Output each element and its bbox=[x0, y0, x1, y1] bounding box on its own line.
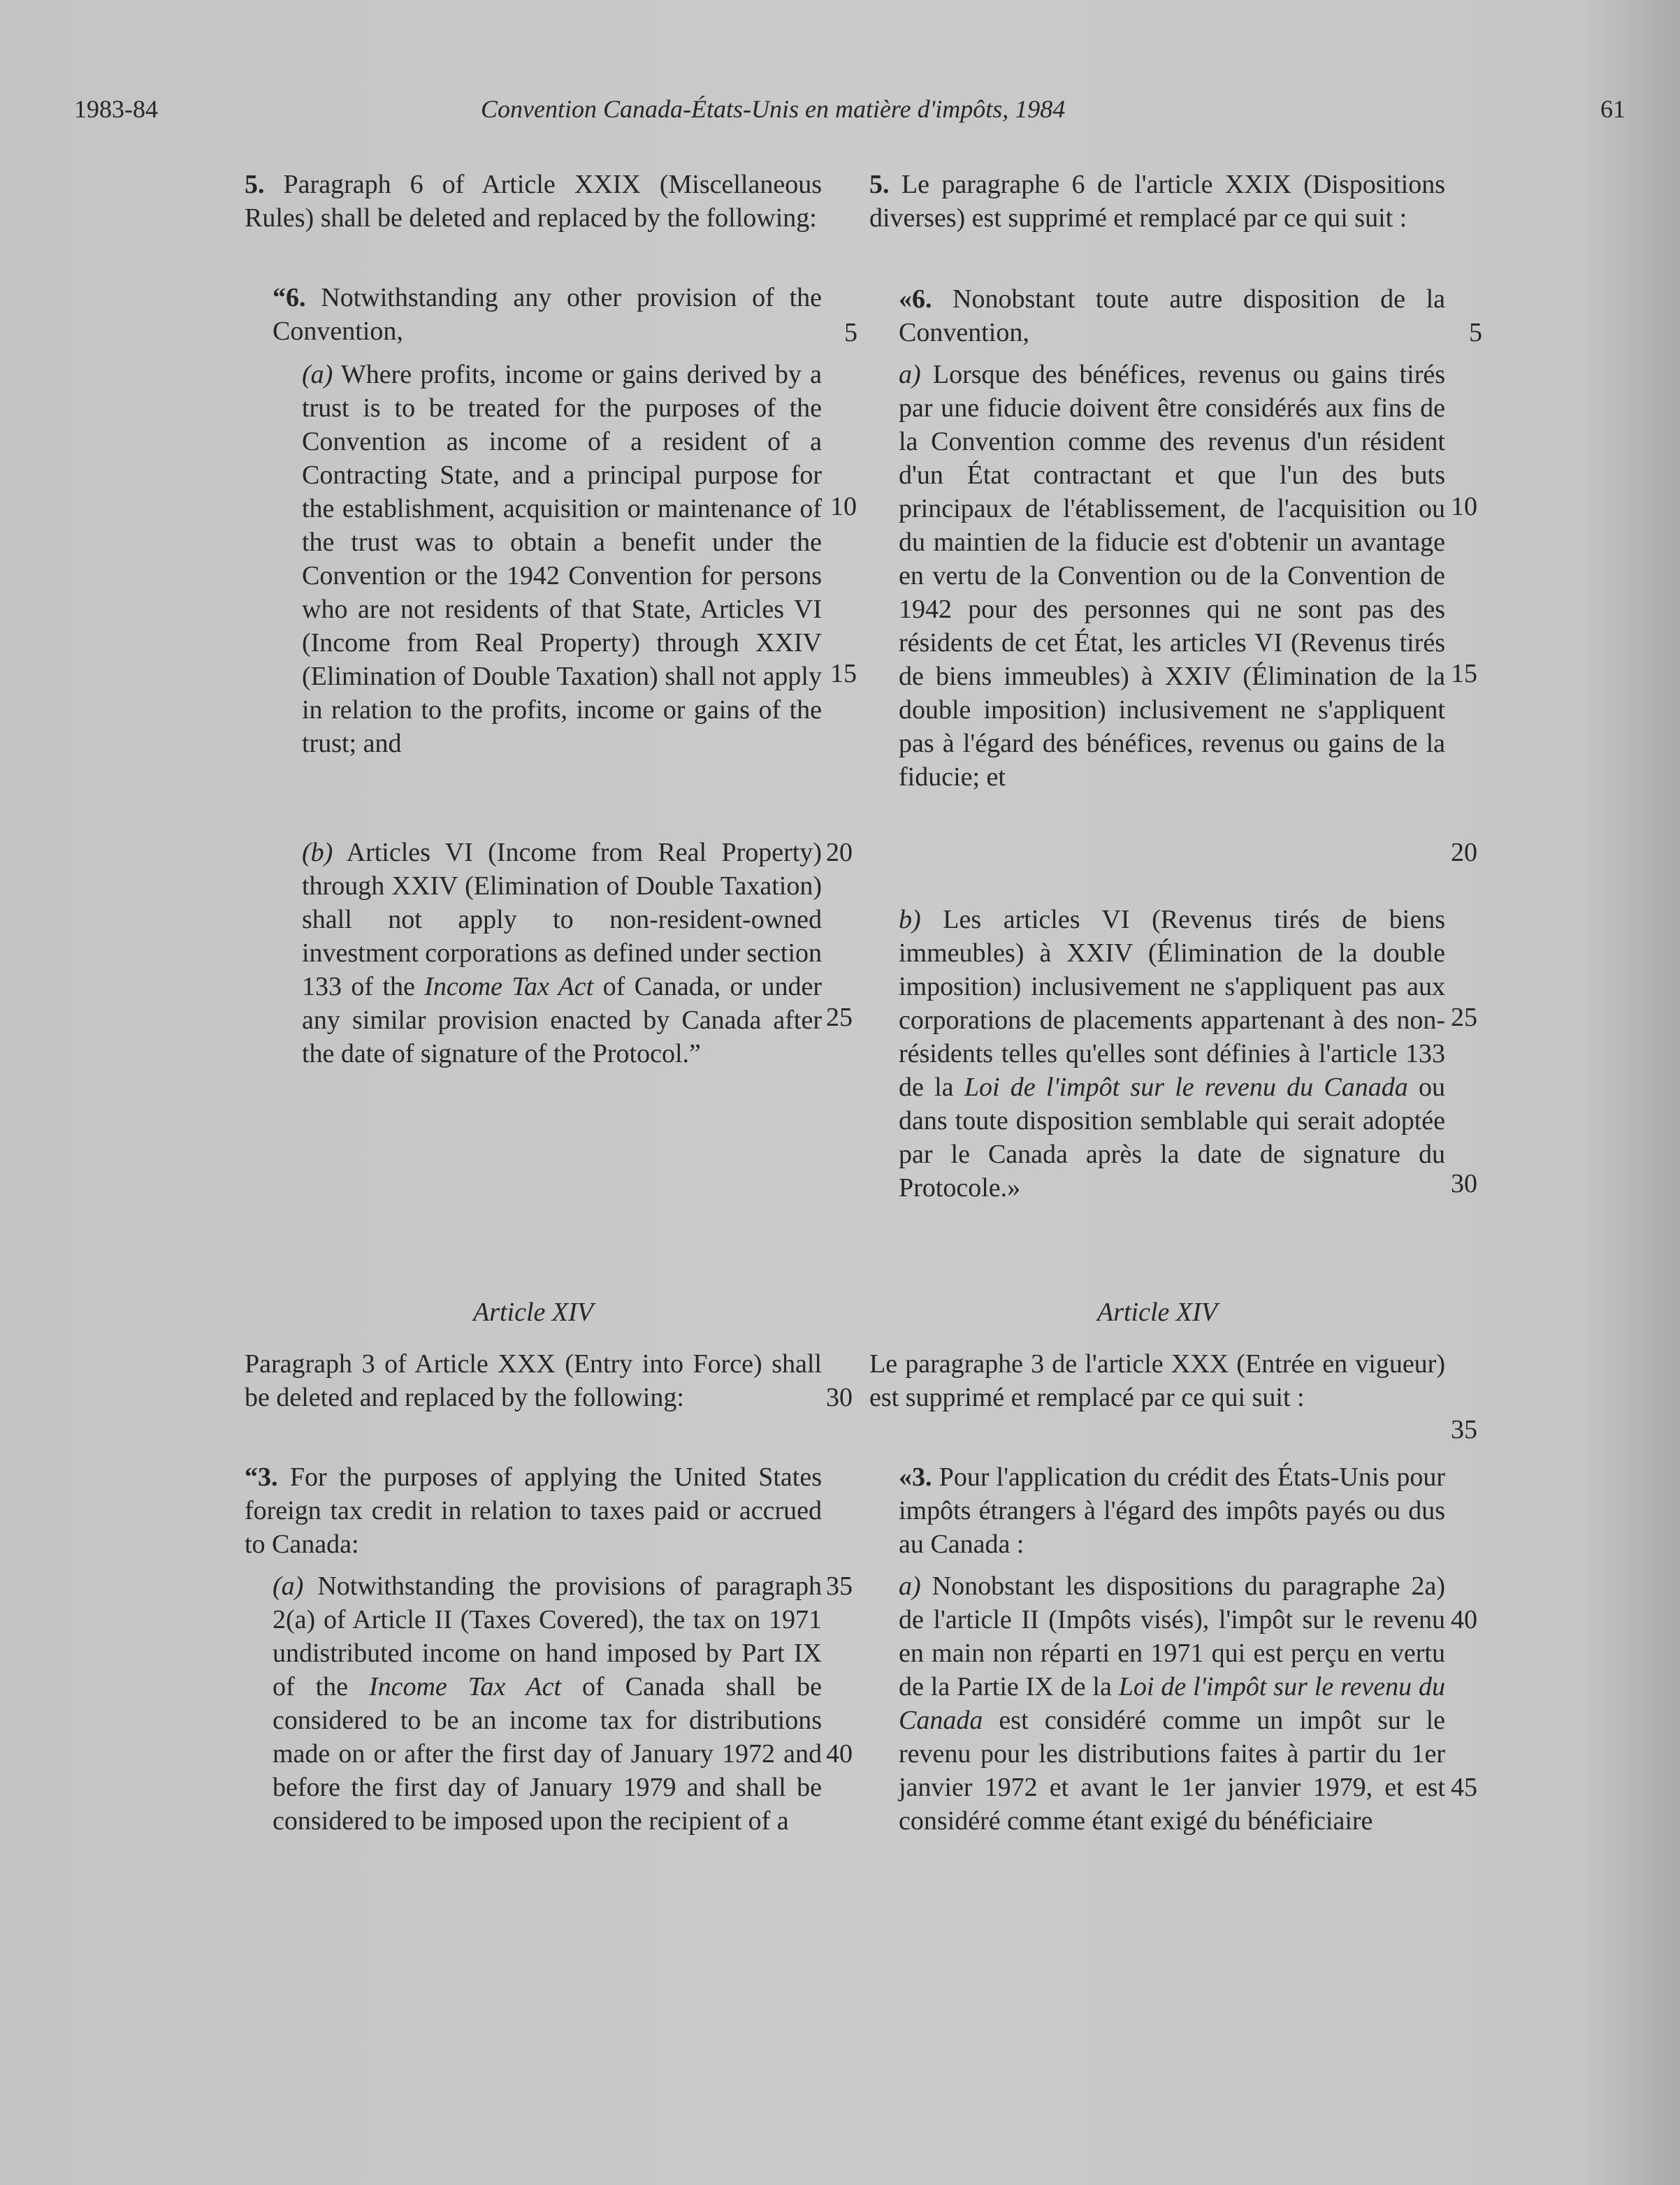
fr-item-3a bbox=[899, 1569, 1445, 1838]
fr-line-number: 45 bbox=[1451, 1773, 1477, 1802]
fr-item-a-text: Lorsque des bénéfices, revenus ou gains tirés par une fiducie doivent être considérés aux fins de la Convention comme des revenus d'un résident d'un État contractant et que l'un des buts principaux de l'établissement, de l'acquisition ou du maintien de la fiducie est d'obtenir un avantage en vertu de la Convention ou de la Convention de 1942 pour des personnes qui ne sont pas des résidents de cet État, les articles VI (Revenus tirés de biens immeubles) à XXIV (Élimination de la double imposition) inclusivement ne s'appliquent pas à l'égard des bénéfices, revenus ou gains de la fiducie; et bbox=[899, 360, 1446, 792]
en-item-b-label: (b) bbox=[302, 838, 333, 867]
fr-line-number: 30 bbox=[1451, 1169, 1477, 1198]
en-line-number: 40 bbox=[826, 1739, 853, 1769]
en-quote-6 bbox=[273, 281, 822, 348]
fr-article-14-text bbox=[869, 1347, 1445, 1414]
en-quote-3 bbox=[245, 1460, 822, 1561]
fr-quote6-number: «6. bbox=[899, 284, 932, 314]
fr-item-b bbox=[899, 903, 1445, 1205]
fr-item-3a-text1: Nonobstant les dispositions du paragraphe 2a) de l'article II (Impôts visés), l'impôt sur le revenu en main non réparti en 1971 qui est perçu en vertu de la Partie IX de la bbox=[899, 1571, 1446, 1701]
en-item-b-act-title: Income Tax Act bbox=[424, 972, 594, 1001]
en-para5-text: Paragraph 6 of Article XXIX (Miscellaneous Rules) shall be deleted and replaced by the following: bbox=[245, 170, 822, 233]
en-article-14-text bbox=[245, 1347, 822, 1414]
en-item-b-text1: Articles VI (Income from Real Property) through XXIV (Elimination of Double Taxation) shall not apply to non-resident-owned investment corporations as defined under section 133 of the bbox=[302, 838, 822, 1001]
en-line-number: 35 bbox=[826, 1571, 853, 1601]
fr-line-number: 5 bbox=[1469, 318, 1482, 347]
en-item-a bbox=[302, 358, 822, 760]
en-item-3a-text1: Notwithstanding the provisions of paragraph 2(a) of Article II (Taxes Covered), the tax on 1971 undistributed income on hand imposed by Part IX of the bbox=[273, 1571, 822, 1701]
fr-quote3-text: Pour l'application du crédit des États-Unis pour impôts étrangers à l'égard des impôts payés ou dus au Canada : bbox=[899, 1462, 1446, 1559]
en-para5-number: 5. bbox=[245, 170, 265, 199]
fr-line-number: 35 bbox=[1451, 1415, 1477, 1444]
fr-line-number: 15 bbox=[1451, 659, 1477, 688]
fr-line-number: 40 bbox=[1451, 1605, 1477, 1634]
fr-item-b-text2: ou dans toute disposition semblable qui serait adoptée par le Canada après la date de signature du Protocole.» bbox=[899, 1073, 1446, 1203]
fr-para5-text: Le paragraphe 6 de l'article XXIX (Dispositions diverses) est supprimé et remplacé par ce qui suit : bbox=[869, 170, 1445, 233]
en-line-number: 15 bbox=[830, 659, 857, 688]
header-title: Convention Canada-États-Unis en matière d'impôts, 1984 bbox=[481, 95, 1066, 123]
en-quote6-number: “6. bbox=[273, 283, 306, 312]
fr-item-3a-text2: est considéré comme un impôt sur le revenu pour les distributions faites à partir du 1er janvier 1972 et avant le 1er janvier 1979, et est considéré comme étant exigé du bénéficiaire bbox=[899, 1706, 1445, 1836]
en-item-b bbox=[302, 836, 822, 1070]
fr-paragraph-5 bbox=[869, 168, 1445, 235]
en-item-3a-text2: of Canada shall be considered to be an income tax for distributions made on or after the first day of January 1972 and before the first day of January 1979 and shall be considered to be imposed upon the recipient of a bbox=[273, 1672, 823, 1836]
english-column bbox=[245, 168, 822, 1915]
french-column bbox=[869, 168, 1445, 1915]
en-line-number: 25 bbox=[826, 1003, 853, 1032]
en-article-heading: Article XIV bbox=[473, 1298, 593, 1327]
en-line-number: 10 bbox=[830, 492, 857, 521]
fr-quote6-text: Nonobstant toute autre disposition de la Convention, bbox=[899, 284, 1446, 347]
fr-para5-number: 5. bbox=[869, 170, 890, 199]
page-number: 61 bbox=[1600, 95, 1625, 123]
fr-item-a-label: a) bbox=[899, 360, 921, 389]
en-line-number: 20 bbox=[826, 838, 853, 867]
en-item-b-text2: of Canada, or under any similar provision enacted by Canada after the date of signature of the Protocol.” bbox=[302, 972, 823, 1068]
fr-line-number: 10 bbox=[1451, 492, 1477, 521]
en-quote3-text: For the purposes of applying the United States foreign tax credit in relation to taxes paid or accrued to Canada: bbox=[245, 1462, 823, 1559]
fr-item-b-text1: Les articles VI (Revenus tirés de biens immeubles) à XXIV (Élimination de la double imposition) inclusivement ne s'appliquent pas aux corporations de placements appartenant à des non-résidents telles qu'elles sont définies à l'article 133 de la bbox=[899, 905, 1446, 1102]
en-line-number: 5 bbox=[844, 318, 857, 347]
en-item-a-text: Where profits, income or gains derived by a trust is to be treated for the purposes of the Convention as income of a resident of a Contracting State, and a principal purpose for the establishment, acquisition or maintenance of the trust was to obtain a benefit under the Convention or the 1942 Convention for persons who are not residents of that State, Articles VI (Income from Real Property) through XXIV (Elimination of Double Taxation) shall not apply in relation to the profits, income or gains of the trust; and bbox=[302, 360, 822, 758]
fr-line-number: 25 bbox=[1451, 1003, 1477, 1032]
en-item-3a-label: (a) bbox=[273, 1571, 304, 1601]
fr-article-heading: Article XIV bbox=[1097, 1298, 1217, 1327]
en-quote6-text: Notwithstanding any other provision of the Convention, bbox=[273, 283, 822, 346]
fr-item-3a-label: a) bbox=[899, 1571, 921, 1601]
en-quote3-number: “3. bbox=[245, 1462, 278, 1492]
fr-quote-6 bbox=[899, 282, 1445, 349]
header-session: 1983-84 bbox=[74, 95, 158, 123]
en-line-number: 30 bbox=[826, 1383, 853, 1412]
fr-item-3a-act-title: Loi de l'impôt sur le revenu du Canada bbox=[899, 1672, 1446, 1735]
fr-item-b-act-title: Loi de l'impôt sur le revenu du Canada bbox=[964, 1073, 1408, 1102]
fr-item-a bbox=[899, 358, 1445, 794]
fr-art14-paragraph: Le paragraphe 3 de l'article XXX (Entrée en vigueur) est supprimé et remplacé par ce qui suit : bbox=[869, 1349, 1445, 1412]
en-item-3a-act-title: Income Tax Act bbox=[368, 1672, 562, 1701]
en-item-a-label: (a) bbox=[302, 360, 333, 389]
fr-quote3-number: «3. bbox=[899, 1462, 932, 1492]
fr-item-b-label: b) bbox=[899, 905, 921, 934]
fr-quote-3 bbox=[899, 1460, 1445, 1561]
en-paragraph-5 bbox=[245, 168, 822, 235]
fr-line-number: 20 bbox=[1451, 838, 1477, 867]
en-art14-paragraph: Paragraph 3 of Article XXX (Entry into Force) shall be deleted and replaced by the following: bbox=[245, 1349, 822, 1412]
en-item-3a bbox=[273, 1569, 822, 1838]
